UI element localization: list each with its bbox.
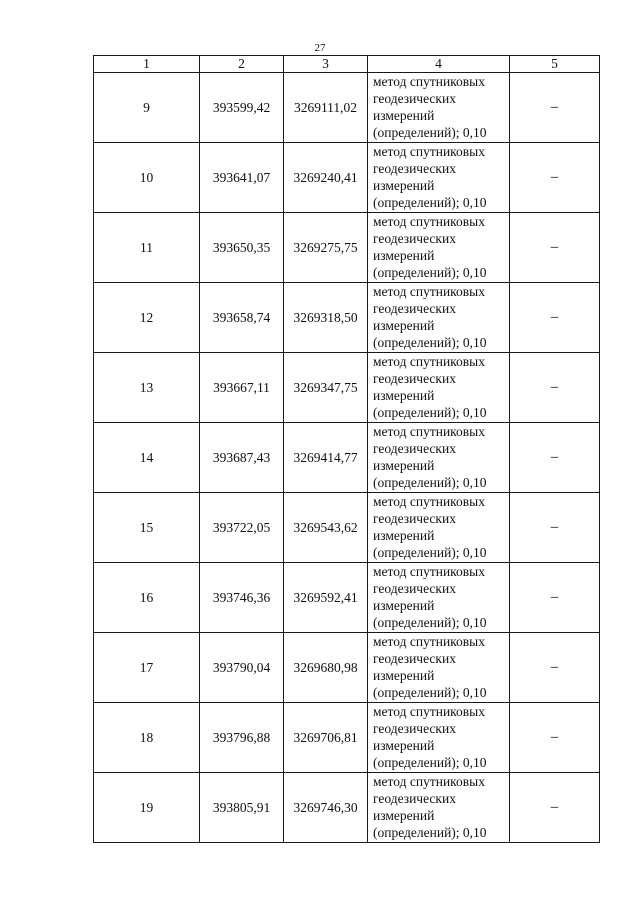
y-coordinate-cell: 3269275,75 xyxy=(284,213,368,283)
point-number-cell: 11 xyxy=(94,213,200,283)
y-coordinate-cell: 3269414,77 xyxy=(284,423,368,493)
point-number-cell: 10 xyxy=(94,143,200,213)
table-row xyxy=(94,423,600,493)
coordinates-table xyxy=(93,55,600,843)
method-cell: метод спутниковых геодезических измерений (определений); 0,10 xyxy=(368,73,510,143)
x-coordinate-cell: 393658,74 xyxy=(200,283,284,353)
x-coordinate-cell: 393687,43 xyxy=(200,423,284,493)
table-row xyxy=(94,633,600,703)
table-header-row xyxy=(94,56,600,73)
method-cell: метод спутниковых геодезических измерений (определений); 0,10 xyxy=(368,423,510,493)
y-coordinate-cell: 3269746,30 xyxy=(284,773,368,843)
note-cell: – xyxy=(510,563,600,633)
note-cell: – xyxy=(510,633,600,703)
x-coordinate-cell: 393667,11 xyxy=(200,353,284,423)
note-cell: – xyxy=(510,143,600,213)
point-number-cell: 13 xyxy=(94,353,200,423)
x-coordinate-cell: 393599,42 xyxy=(200,73,284,143)
y-coordinate-cell: 3269543,62 xyxy=(284,493,368,563)
column-header-1: 1 xyxy=(94,56,200,73)
x-coordinate-cell: 393746,36 xyxy=(200,563,284,633)
table-row xyxy=(94,283,600,353)
x-coordinate-cell: 393722,05 xyxy=(200,493,284,563)
y-coordinate-cell: 3269318,50 xyxy=(284,283,368,353)
note-cell: – xyxy=(510,73,600,143)
page-number: 27 xyxy=(314,42,326,54)
x-coordinate-cell: 393641,07 xyxy=(200,143,284,213)
point-number-cell: 19 xyxy=(94,773,200,843)
table-row xyxy=(94,563,600,633)
x-coordinate-cell: 393796,88 xyxy=(200,703,284,773)
method-cell: метод спутниковых геодезических измерений (определений); 0,10 xyxy=(368,353,510,423)
y-coordinate-cell: 3269592,41 xyxy=(284,563,368,633)
method-cell: метод спутниковых геодезических измерений (определений); 0,10 xyxy=(368,493,510,563)
y-coordinate-cell: 3269680,98 xyxy=(284,633,368,703)
method-cell: метод спутниковых геодезических измерений (определений); 0,10 xyxy=(368,703,510,773)
point-number-cell: 18 xyxy=(94,703,200,773)
note-cell: – xyxy=(510,493,600,563)
point-number-cell: 9 xyxy=(94,73,200,143)
note-cell: – xyxy=(510,283,600,353)
table-row xyxy=(94,703,600,773)
table-row xyxy=(94,143,600,213)
note-cell: – xyxy=(510,423,600,493)
x-coordinate-cell: 393805,91 xyxy=(200,773,284,843)
table-row xyxy=(94,493,600,563)
column-header-4: 4 xyxy=(368,56,510,73)
column-header-3: 3 xyxy=(284,56,368,73)
point-number-cell: 14 xyxy=(94,423,200,493)
column-header-2: 2 xyxy=(200,56,284,73)
point-number-cell: 16 xyxy=(94,563,200,633)
column-header-5: 5 xyxy=(510,56,600,73)
y-coordinate-cell: 3269347,75 xyxy=(284,353,368,423)
method-cell: метод спутниковых геодезических измерений (определений); 0,10 xyxy=(368,143,510,213)
x-coordinate-cell: 393650,35 xyxy=(200,213,284,283)
note-cell: – xyxy=(510,773,600,843)
x-coordinate-cell: 393790,04 xyxy=(200,633,284,703)
note-cell: – xyxy=(510,213,600,283)
y-coordinate-cell: 3269240,41 xyxy=(284,143,368,213)
method-cell: метод спутниковых геодезических измерений (определений); 0,10 xyxy=(368,773,510,843)
point-number-cell: 17 xyxy=(94,633,200,703)
point-number-cell: 12 xyxy=(94,283,200,353)
note-cell: – xyxy=(510,353,600,423)
table-row xyxy=(94,213,600,283)
method-cell: метод спутниковых геодезических измерений (определений); 0,10 xyxy=(368,563,510,633)
method-cell: метод спутниковых геодезических измерений (определений); 0,10 xyxy=(368,283,510,353)
y-coordinate-cell: 3269111,02 xyxy=(284,73,368,143)
table-row xyxy=(94,73,600,143)
table-row xyxy=(94,353,600,423)
table-row xyxy=(94,773,600,843)
point-number-cell: 15 xyxy=(94,493,200,563)
y-coordinate-cell: 3269706,81 xyxy=(284,703,368,773)
method-cell: метод спутниковых геодезических измерений (определений); 0,10 xyxy=(368,213,510,283)
note-cell: – xyxy=(510,703,600,773)
method-cell: метод спутниковых геодезических измерений (определений); 0,10 xyxy=(368,633,510,703)
